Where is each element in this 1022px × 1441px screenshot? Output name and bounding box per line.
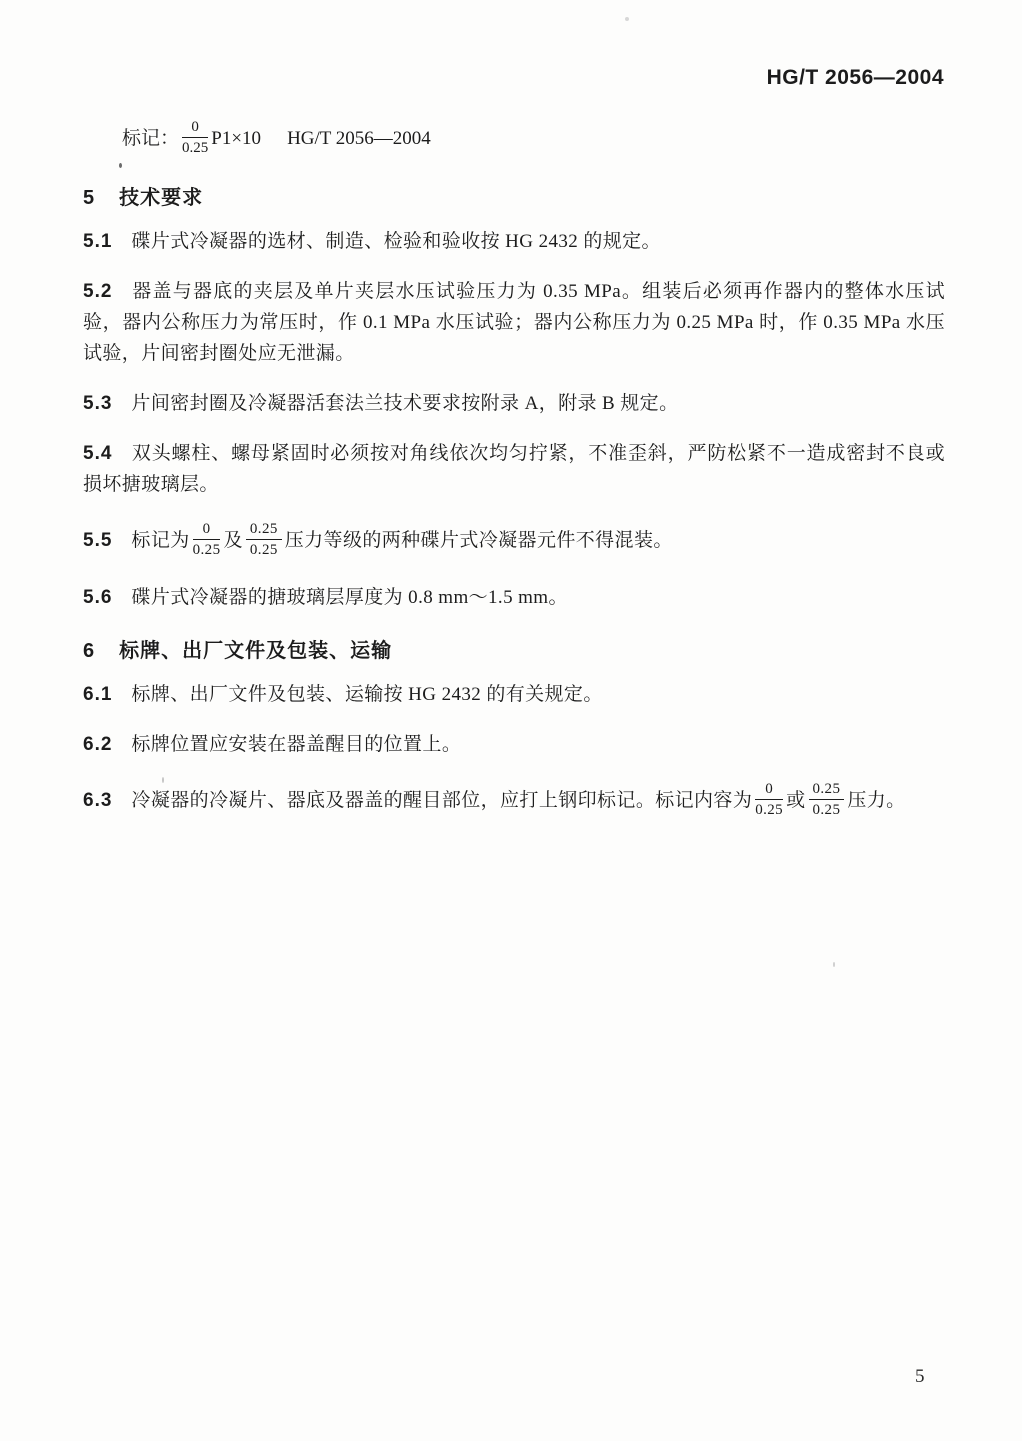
fraction-numerator: 0 bbox=[182, 118, 208, 138]
fraction-denominator: 0.25 bbox=[249, 542, 278, 559]
clause-5-6 bbox=[83, 582, 945, 613]
clause-6-3 bbox=[83, 779, 945, 823]
clause-text-pre: 冷凝器的冷凝片、器底及器盖的醒目部位，应打上钢印标记。标记内容为 bbox=[131, 790, 753, 811]
section-heading-nameplate-packaging bbox=[83, 637, 1022, 665]
page-number: 5 bbox=[915, 1366, 925, 1387]
section-5-clauses bbox=[83, 226, 945, 613]
fraction-numerator: 0.25 bbox=[246, 520, 282, 540]
pressure-fraction bbox=[246, 520, 282, 559]
fraction-denominator: 0.25 bbox=[192, 542, 221, 559]
fraction-denominator: 0.25 bbox=[812, 802, 841, 819]
clause-5-2 bbox=[83, 276, 945, 369]
clause-number: 6.1 bbox=[83, 684, 113, 705]
clause-text: 标牌、出厂文件及包装、运输按 HG 2432 的有关规定。 bbox=[131, 684, 603, 705]
clause-text: 器盖与器底的夹层及单片夹层水压试验压力为 0.35 MPa。组装后必须再作器内的整体水压试验，器内公称压力为常压时，作 0.1 MPa 水压试验；器内公称压力为 0.25 MPa 时，作 0.35 MPa 水压试验，片间密封圈处应无泄漏。 bbox=[83, 281, 945, 364]
clause-number: 5.6 bbox=[83, 587, 113, 608]
clause-text: 片间密封圈及冷凝器活套法兰技术要求按附录 A，附录 B 规定。 bbox=[131, 393, 679, 414]
doc-number: HG/T 2056—2004 bbox=[766, 66, 944, 89]
clause-text: 碟片式冷凝器的选材、制造、检验和验收按 HG 2432 的规定。 bbox=[131, 231, 661, 252]
mark-label: 标记： bbox=[122, 128, 180, 149]
fraction-denominator: 0.25 bbox=[755, 802, 784, 819]
clause-5-3 bbox=[83, 388, 945, 419]
clause-text: 标牌位置应安装在器盖醒目的位置上。 bbox=[131, 734, 462, 755]
pressure-fraction bbox=[193, 520, 221, 559]
clause-5-5 bbox=[83, 519, 945, 563]
clause-6-1 bbox=[83, 679, 945, 710]
marking-designation-line bbox=[122, 118, 1022, 160]
clause-text-pre: 标记为 bbox=[131, 530, 190, 551]
scan-speckle bbox=[833, 962, 835, 967]
clause-text-post: 压力。 bbox=[847, 790, 906, 811]
section-number: 6 bbox=[83, 640, 96, 662]
fraction-numerator: 0 bbox=[193, 520, 221, 540]
scan-speckle bbox=[162, 777, 164, 783]
section-title: 技术要求 bbox=[119, 187, 204, 209]
clause-text-mid: 或 bbox=[786, 790, 806, 811]
fraction-numerator: 0.25 bbox=[809, 780, 845, 800]
section-heading-technical-requirements bbox=[83, 184, 1022, 212]
clause-5-1 bbox=[83, 226, 945, 257]
clause-text: 双头螺柱、螺母紧固时必须按对角线依次均匀拧紧，不准歪斜，严防松紧不一造成密封不良或损坏搪玻璃层。 bbox=[83, 443, 945, 495]
mark-code: P1×10 bbox=[211, 128, 262, 149]
section-title: 标牌、出厂文件及包装、运输 bbox=[119, 640, 393, 662]
scan-speckle bbox=[625, 17, 629, 21]
mark-standard-ref: HG/T 2056—2004 bbox=[287, 128, 431, 149]
clause-text-mid: 及 bbox=[223, 530, 243, 551]
pressure-fraction bbox=[182, 118, 208, 157]
scan-speckle bbox=[119, 163, 122, 168]
clause-number: 6.3 bbox=[83, 790, 113, 811]
pressure-fraction bbox=[809, 780, 845, 819]
fraction-denominator: 0.25 bbox=[182, 140, 209, 157]
section-6-clauses bbox=[83, 679, 945, 823]
clause-text: 碟片式冷凝器的搪玻璃层厚度为 0.8 mm～1.5 mm。 bbox=[131, 587, 568, 608]
clause-number: 5.1 bbox=[83, 231, 113, 252]
clause-number: 5.4 bbox=[83, 443, 113, 464]
pressure-fraction bbox=[755, 780, 783, 819]
clause-number: 6.2 bbox=[83, 734, 113, 755]
clause-number: 5.2 bbox=[83, 281, 113, 302]
doc-number-header bbox=[0, 0, 1022, 92]
clause-5-4 bbox=[83, 438, 945, 500]
section-number: 5 bbox=[83, 187, 96, 209]
clause-number: 5.5 bbox=[83, 530, 113, 551]
clause-6-2 bbox=[83, 729, 945, 760]
clause-number: 5.3 bbox=[83, 393, 113, 414]
clause-text-post: 压力等级的两种碟片式冷凝器元件不得混装。 bbox=[284, 530, 673, 551]
fraction-numerator: 0 bbox=[755, 780, 783, 800]
